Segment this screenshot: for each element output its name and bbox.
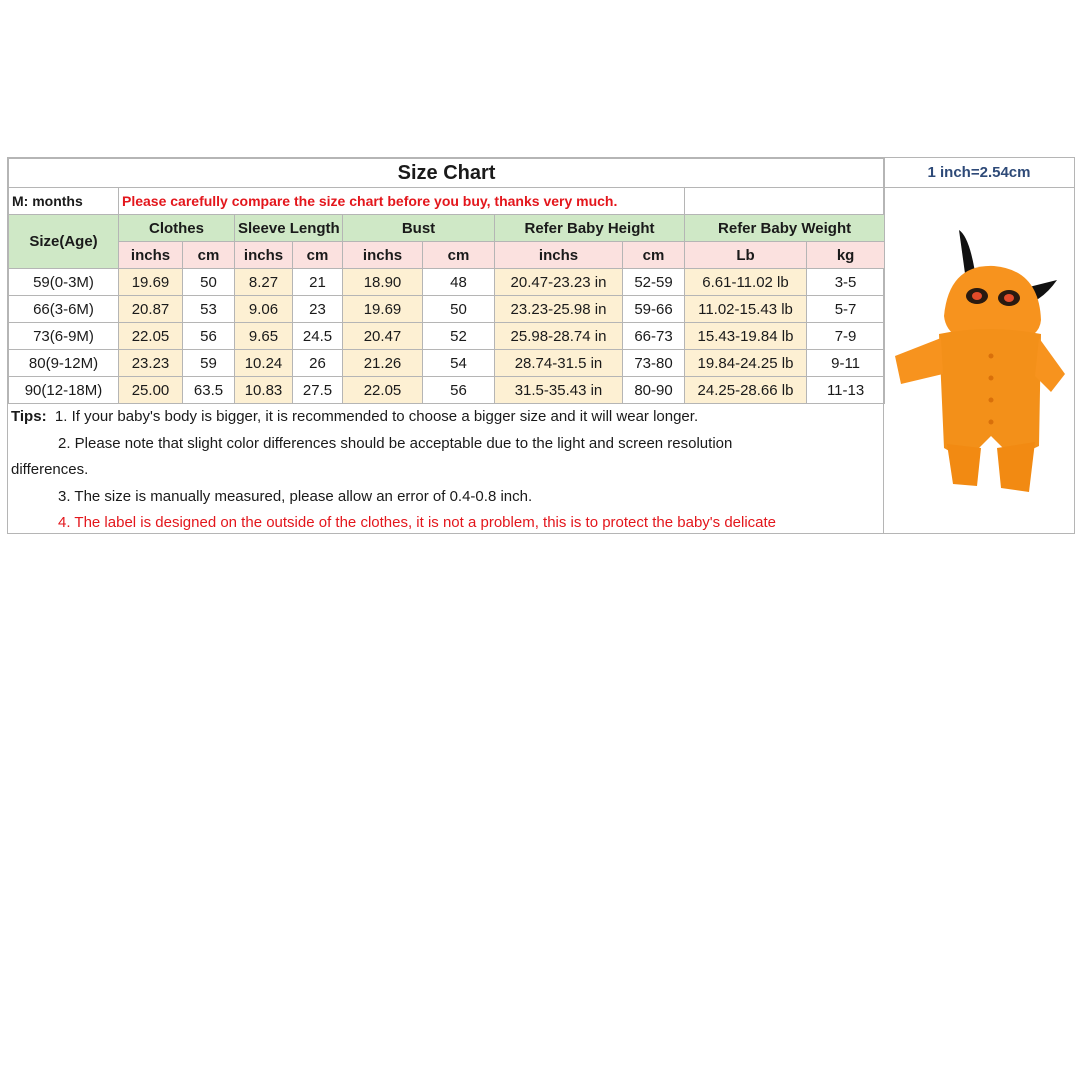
table-cell: 25.00 xyxy=(119,377,183,404)
table-cell: 11-13 xyxy=(807,377,885,404)
tip-2: 2. Please note that slight color differences should be acceptable due to the light and screen resolution xyxy=(58,434,733,452)
unit-header: cm xyxy=(293,242,343,269)
size-table xyxy=(8,158,885,404)
size-chart xyxy=(7,157,1075,534)
unit-header: inchs xyxy=(119,242,183,269)
size-cell: 90(12-18M) xyxy=(9,377,119,404)
unit-header: Lb xyxy=(685,242,807,269)
table-cell: 66-73 xyxy=(623,323,685,350)
table-cell: 7-9 xyxy=(807,323,885,350)
table-cell: 21 xyxy=(293,269,343,296)
table-row xyxy=(9,296,885,323)
empty-cell xyxy=(685,188,885,215)
tips-section xyxy=(8,404,883,537)
table-cell: 18.90 xyxy=(343,269,423,296)
unit-header: cm xyxy=(623,242,685,269)
tip-2-continued: differences. xyxy=(11,461,89,478)
table-row xyxy=(9,350,885,377)
left-sleeve xyxy=(895,338,943,384)
warning-note: Please carefully compare the size chart before you buy, thanks very much. xyxy=(119,188,685,215)
table-cell: 23 xyxy=(293,296,343,323)
table-cell: 28.74-31.5 in xyxy=(495,350,623,377)
table-cell: 6.61-11.02 lb xyxy=(685,269,807,296)
header-bust: Bust xyxy=(343,215,495,242)
button xyxy=(989,419,994,424)
right-leg xyxy=(997,442,1035,492)
table-row xyxy=(9,269,885,296)
romper-body xyxy=(939,329,1041,454)
table-cell: 8.27 xyxy=(235,269,293,296)
table-cell: 19.69 xyxy=(343,296,423,323)
table-cell: 3-5 xyxy=(807,269,885,296)
size-chart-left xyxy=(8,158,884,533)
size-chart-right xyxy=(884,158,1074,533)
baby-romper-image xyxy=(889,216,1069,506)
unit-header: inchs xyxy=(343,242,423,269)
table-cell: 63.5 xyxy=(183,377,235,404)
table-cell: 20.87 xyxy=(119,296,183,323)
table-cell: 56 xyxy=(423,377,495,404)
chart-title: Size Chart xyxy=(9,159,885,188)
table-cell: 5-7 xyxy=(807,296,885,323)
button xyxy=(989,397,994,402)
table-cell: 22.05 xyxy=(343,377,423,404)
table-cell: 50 xyxy=(183,269,235,296)
table-row xyxy=(9,323,885,350)
unit-header: inchs xyxy=(495,242,623,269)
table-cell: 9.06 xyxy=(235,296,293,323)
table-row xyxy=(9,377,885,404)
header-sleeve-length: Sleeve Length xyxy=(235,215,343,242)
table-cell: 9-11 xyxy=(807,350,885,377)
button xyxy=(989,375,994,380)
table-cell: 11.02-15.43 lb xyxy=(685,296,807,323)
table-cell: 52 xyxy=(423,323,495,350)
tip-3: 3. The size is manually measured, please allow an error of 0.4-0.8 inch. xyxy=(58,487,533,505)
size-cell: 73(6-9M) xyxy=(9,323,119,350)
table-cell: 20.47 xyxy=(343,323,423,350)
table-cell: 24.25-28.66 lb xyxy=(685,377,807,404)
size-cell: 80(9-12M) xyxy=(9,350,119,377)
tips-label: Tips: xyxy=(11,408,47,425)
tip-1: 1. If your baby's body is bigger, it is recommended to choose a bigger size and it will wear longer. xyxy=(54,408,699,425)
unit-header: cm xyxy=(423,242,495,269)
table-cell: 27.5 xyxy=(293,377,343,404)
product-image-cell xyxy=(884,188,1074,533)
table-cell: 26 xyxy=(293,350,343,377)
table-cell: 23.23-25.98 in xyxy=(495,296,623,323)
header-baby-weight: Refer Baby Weight xyxy=(685,215,885,242)
unit-header: kg xyxy=(807,242,885,269)
table-cell: 19.69 xyxy=(119,269,183,296)
table-cell: 21.26 xyxy=(343,350,423,377)
table-cell: 53 xyxy=(183,296,235,323)
table-cell: 59-66 xyxy=(623,296,685,323)
size-cell: 59(0-3M) xyxy=(9,269,119,296)
button xyxy=(989,353,994,358)
table-cell: 15.43-19.84 lb xyxy=(685,323,807,350)
table-cell: 54 xyxy=(423,350,495,377)
table-cell: 80-90 xyxy=(623,377,685,404)
header-baby-height: Refer Baby Height xyxy=(495,215,685,242)
months-note: M: months xyxy=(9,188,119,215)
table-cell: 48 xyxy=(423,269,495,296)
table-cell: 56 xyxy=(183,323,235,350)
size-age-header: Size(Age) xyxy=(9,215,119,269)
table-cell: 25.98-28.74 in xyxy=(495,323,623,350)
right-eye-iris xyxy=(1004,294,1014,302)
table-cell: 59 xyxy=(183,350,235,377)
unit-header: inchs xyxy=(235,242,293,269)
table-cell: 23.23 xyxy=(119,350,183,377)
table-cell: 50 xyxy=(423,296,495,323)
size-cell: 66(3-6M) xyxy=(9,296,119,323)
unit-header: cm xyxy=(183,242,235,269)
left-leg xyxy=(947,444,981,486)
table-cell: 52-59 xyxy=(623,269,685,296)
header-clothes: Clothes xyxy=(119,215,235,242)
table-cell: 22.05 xyxy=(119,323,183,350)
table-cell: 10.83 xyxy=(235,377,293,404)
table-cell: 24.5 xyxy=(293,323,343,350)
table-cell: 73-80 xyxy=(623,350,685,377)
table-cell: 10.24 xyxy=(235,350,293,377)
table-cell: 9.65 xyxy=(235,323,293,350)
table-cell: 20.47-23.23 in xyxy=(495,269,623,296)
table-cell: 31.5-35.43 in xyxy=(495,377,623,404)
tip-4: 4. The label is designed on the outside of the clothes, it is not a problem, this is to protect the baby's delicate xyxy=(58,514,777,531)
table-cell: 19.84-24.25 lb xyxy=(685,350,807,377)
left-eye-iris xyxy=(972,292,982,300)
inch-conversion: 1 inch=2.54cm xyxy=(884,158,1074,188)
